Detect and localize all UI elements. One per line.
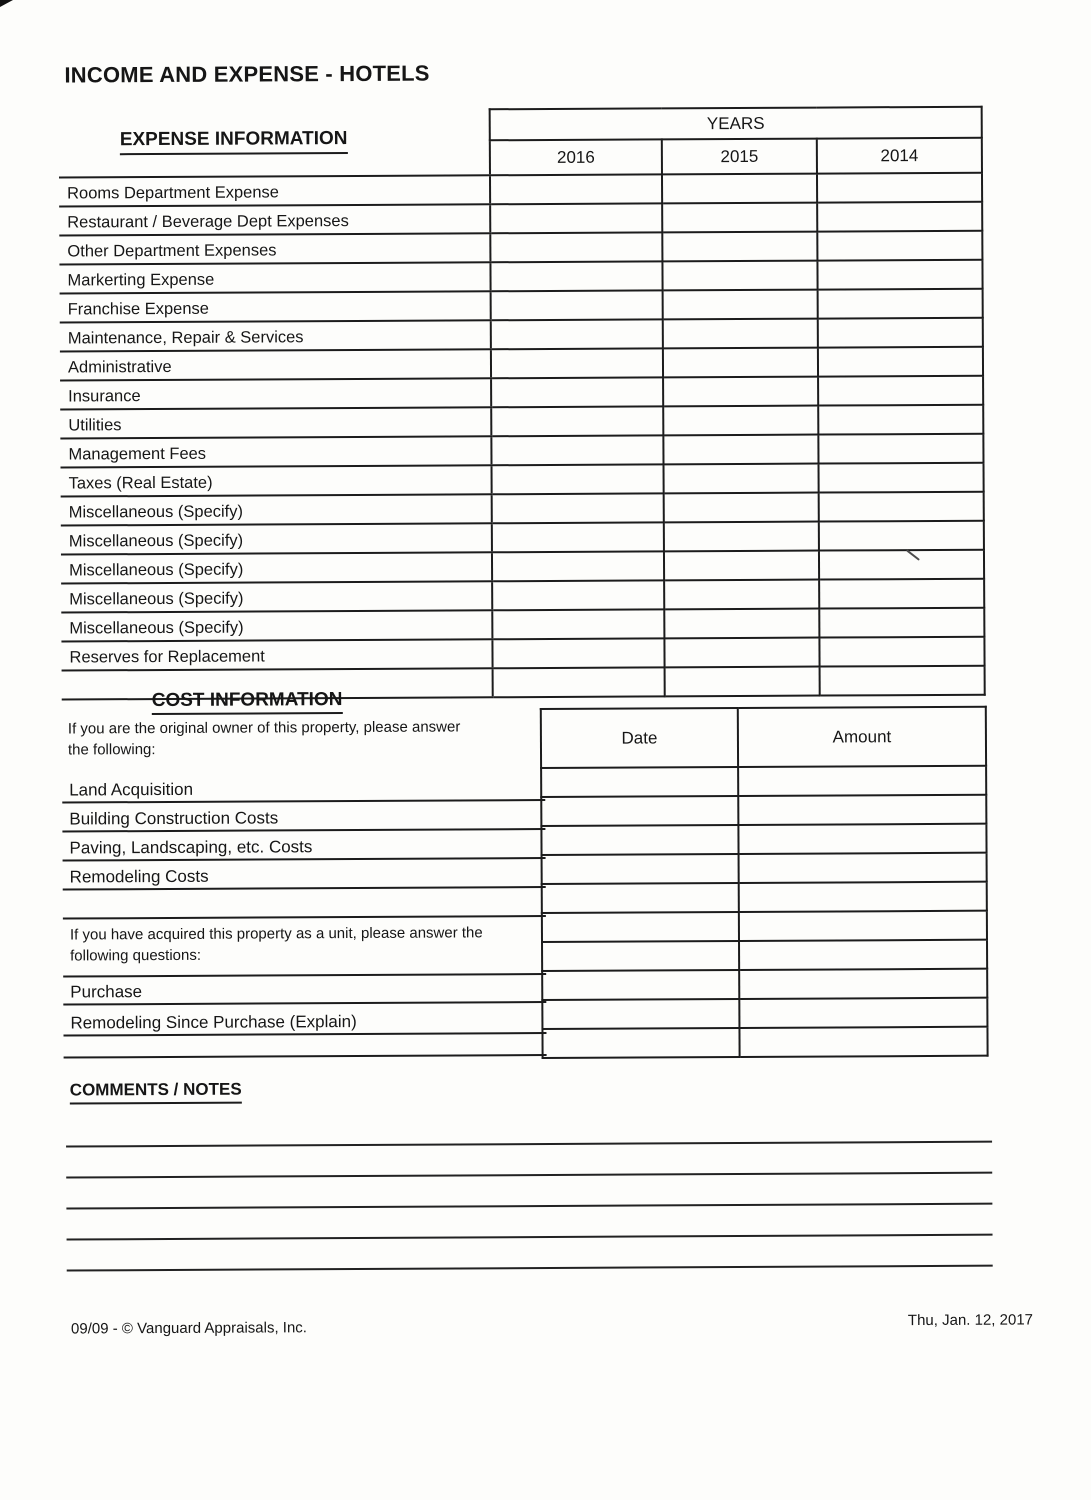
header-spacer-underlined: [59, 140, 490, 177]
expense-row-label: Administrative: [60, 349, 491, 380]
expense-row-label: Insurance: [60, 378, 491, 409]
expense-row-label: Utilities: [60, 407, 491, 438]
cost-table-row: [541, 795, 986, 826]
expense-row-label: Miscellaneous (Specify): [61, 610, 492, 641]
cost-value-cell[interactable]: [541, 767, 738, 797]
comment-line[interactable]: [66, 1143, 992, 1179]
expense-value-cell[interactable]: [818, 405, 983, 435]
comment-line[interactable]: [66, 1205, 992, 1241]
unit-cost-rows: [63, 975, 546, 1059]
cost-table: [540, 706, 989, 1059]
cost-value-cell[interactable]: [739, 1027, 987, 1057]
owner-cost-rows: [62, 772, 546, 891]
cost-section-heading: COST INFORMATION: [152, 689, 343, 715]
expense-value-cell[interactable]: [492, 493, 664, 523]
expense-value-cell[interactable]: [817, 231, 982, 261]
expense-value-cell[interactable]: [818, 434, 983, 464]
cost-table-row: [542, 1027, 987, 1058]
cost-table-row: [541, 766, 986, 797]
cost-value-cell[interactable]: [541, 796, 738, 826]
year-column-header: 2014: [817, 138, 982, 174]
cost-row-label: Paving, Landscaping, etc. Costs: [62, 830, 545, 862]
expense-value-cell[interactable]: [820, 666, 985, 696]
page-title: INCOME AND EXPENSE - HOTELS: [64, 60, 430, 88]
comment-line[interactable]: [66, 1112, 992, 1148]
expense-value-cell[interactable]: [663, 377, 818, 407]
expense-value-cell[interactable]: [665, 667, 820, 697]
cost-unit-instructions: If you have acquired this property as a unit, please answer the following questions:: [63, 915, 546, 978]
expense-value-cell[interactable]: [664, 522, 819, 552]
comments-ruled-lines: [66, 1112, 993, 1272]
cost-value-cell[interactable]: [542, 999, 739, 1029]
cost-table-row: [542, 911, 987, 942]
expense-value-cell[interactable]: [663, 348, 818, 378]
expense-value-cell[interactable]: [664, 609, 819, 639]
expense-value-cell[interactable]: [663, 319, 818, 349]
expense-value-cell[interactable]: [664, 580, 819, 610]
expense-value-cell[interactable]: [662, 203, 817, 233]
cost-value-cell[interactable]: [739, 998, 987, 1028]
cost-value-cell[interactable]: [541, 825, 738, 855]
cost-empty-row: [63, 1034, 546, 1059]
cost-table-row: [542, 998, 987, 1029]
cost-table-header-row: [541, 707, 986, 768]
expense-value-cell[interactable]: [664, 493, 819, 523]
expense-value-cell[interactable]: [819, 492, 984, 522]
cost-table-row: [542, 969, 987, 1000]
expense-value-cell[interactable]: [492, 638, 664, 668]
years-header: YEARS: [490, 107, 982, 141]
expense-value-cell[interactable]: [490, 174, 662, 204]
cost-value-cell[interactable]: [542, 941, 739, 971]
expense-row-label: Franchise Expense: [60, 291, 491, 322]
expense-section-heading: EXPENSE INFORMATION: [120, 128, 348, 155]
comment-line[interactable]: [67, 1236, 993, 1272]
expense-row-label: Miscellaneous (Specify): [61, 581, 492, 612]
expense-value-cell[interactable]: [819, 579, 984, 609]
cost-value-cell[interactable]: [542, 883, 739, 913]
expense-value-cell[interactable]: [492, 580, 664, 610]
expense-value-cell[interactable]: [663, 435, 818, 465]
expense-row-label: Rooms Department Expense: [59, 175, 490, 206]
expense-value-cell[interactable]: [819, 637, 984, 667]
expense-value-cell[interactable]: [490, 232, 662, 262]
expense-row-label: Miscellaneous (Specify): [61, 494, 492, 525]
expense-value-cell[interactable]: [664, 638, 819, 668]
expense-value-cell[interactable]: [664, 464, 819, 494]
comments-section-heading: COMMENTS / NOTES: [70, 1080, 242, 1105]
year-columns-row: [59, 138, 982, 178]
expense-row-label: Other Department Expenses: [59, 233, 490, 264]
expense-value-cell[interactable]: [662, 232, 817, 262]
year-column-header: 2015: [662, 139, 817, 175]
cost-value-cell[interactable]: [739, 882, 987, 912]
expense-value-cell[interactable]: [491, 377, 663, 407]
expense-table: [59, 106, 986, 701]
expense-value-cell[interactable]: [492, 609, 664, 639]
cost-row-label: Remodeling Since Purchase (Explain): [63, 1003, 546, 1037]
expense-value-cell[interactable]: [663, 406, 818, 436]
expense-value-cell[interactable]: [491, 319, 663, 349]
cost-table-row: [542, 940, 987, 971]
expense-value-cell[interactable]: [492, 464, 664, 494]
expense-value-cell[interactable]: [818, 347, 983, 377]
expense-value-cell[interactable]: [818, 289, 983, 319]
cost-value-cell[interactable]: [542, 854, 739, 884]
expense-value-cell[interactable]: [817, 260, 982, 290]
expense-value-cell[interactable]: [491, 435, 663, 465]
expense-value-cell[interactable]: [663, 290, 818, 320]
expense-row-label: Maintenance, Repair & Services: [60, 320, 491, 351]
cost-row-label: Land Acquisition: [62, 772, 545, 804]
expense-value-cell[interactable]: [819, 550, 984, 580]
cost-value-cell[interactable]: [739, 911, 987, 941]
cost-row-label: Remodeling Costs: [63, 859, 546, 891]
cost-row-label: Purchase: [63, 975, 546, 1006]
years-header-row: [59, 107, 982, 143]
footer-copyright: 09/09 - © Vanguard Appraisals, Inc.: [70, 1319, 307, 1338]
cost-value-cell[interactable]: [738, 766, 986, 796]
expense-value-cell[interactable]: [817, 202, 982, 232]
cost-value-cell[interactable]: [739, 940, 987, 970]
expense-value-cell[interactable]: [490, 261, 662, 291]
expense-value-cell[interactable]: [662, 261, 817, 291]
cost-owner-instructions: If you are the original owner of this property, please answer the following:: [67, 718, 461, 759]
cost-value-cell[interactable]: [542, 1028, 739, 1058]
expense-value-cell[interactable]: [492, 522, 664, 552]
cost-table-row: [542, 882, 987, 913]
cost-value-cell[interactable]: [542, 970, 739, 1000]
expense-row-label: Markerting Expense: [59, 262, 490, 293]
cost-value-cell[interactable]: [738, 795, 986, 825]
header-spacer: [59, 109, 490, 142]
expense-row-label: Miscellaneous (Specify): [61, 552, 492, 583]
expense-value-cell[interactable]: [818, 376, 983, 406]
expense-row-label: Miscellaneous (Specify): [61, 523, 492, 554]
cost-value-cell[interactable]: [739, 853, 987, 883]
expense-value-cell[interactable]: [819, 463, 984, 493]
cost-column-header: Amount: [738, 707, 986, 767]
expense-value-cell[interactable]: [818, 318, 983, 348]
cost-table-row: [542, 853, 987, 884]
expense-value-cell[interactable]: [490, 203, 662, 233]
year-column-header: 2016: [490, 139, 662, 175]
cost-value-cell[interactable]: [739, 969, 987, 999]
expense-value-cell[interactable]: [491, 290, 663, 320]
cost-value-cell[interactable]: [542, 912, 739, 942]
expense-row-label: Taxes (Real Estate): [61, 465, 492, 496]
cost-column-header: Date: [541, 708, 738, 768]
footer-date: Thu, Jan. 12, 2017: [907, 1311, 1034, 1330]
expense-value-cell[interactable]: [819, 521, 984, 551]
expense-row-label: Management Fees: [60, 436, 491, 467]
expense-value-cell[interactable]: [662, 174, 817, 204]
cost-value-cell[interactable]: [738, 824, 986, 854]
expense-value-cell[interactable]: [819, 608, 984, 638]
expense-value-cell[interactable]: [491, 348, 663, 378]
expense-value-cell[interactable]: [492, 551, 664, 581]
cost-table-row: [541, 824, 986, 855]
expense-value-cell[interactable]: [491, 406, 663, 436]
expense-value-cell[interactable]: [664, 551, 819, 581]
cost-row-label: Building Construction Costs: [62, 801, 545, 833]
expense-row-label: Reserves for Replacement: [61, 639, 492, 670]
expense-value-cell[interactable]: [817, 173, 982, 203]
comment-line[interactable]: [66, 1174, 992, 1210]
expense-value-cell[interactable]: [493, 667, 665, 697]
expense-row-label: Restaurant / Beverage Dept Expenses: [59, 204, 490, 235]
